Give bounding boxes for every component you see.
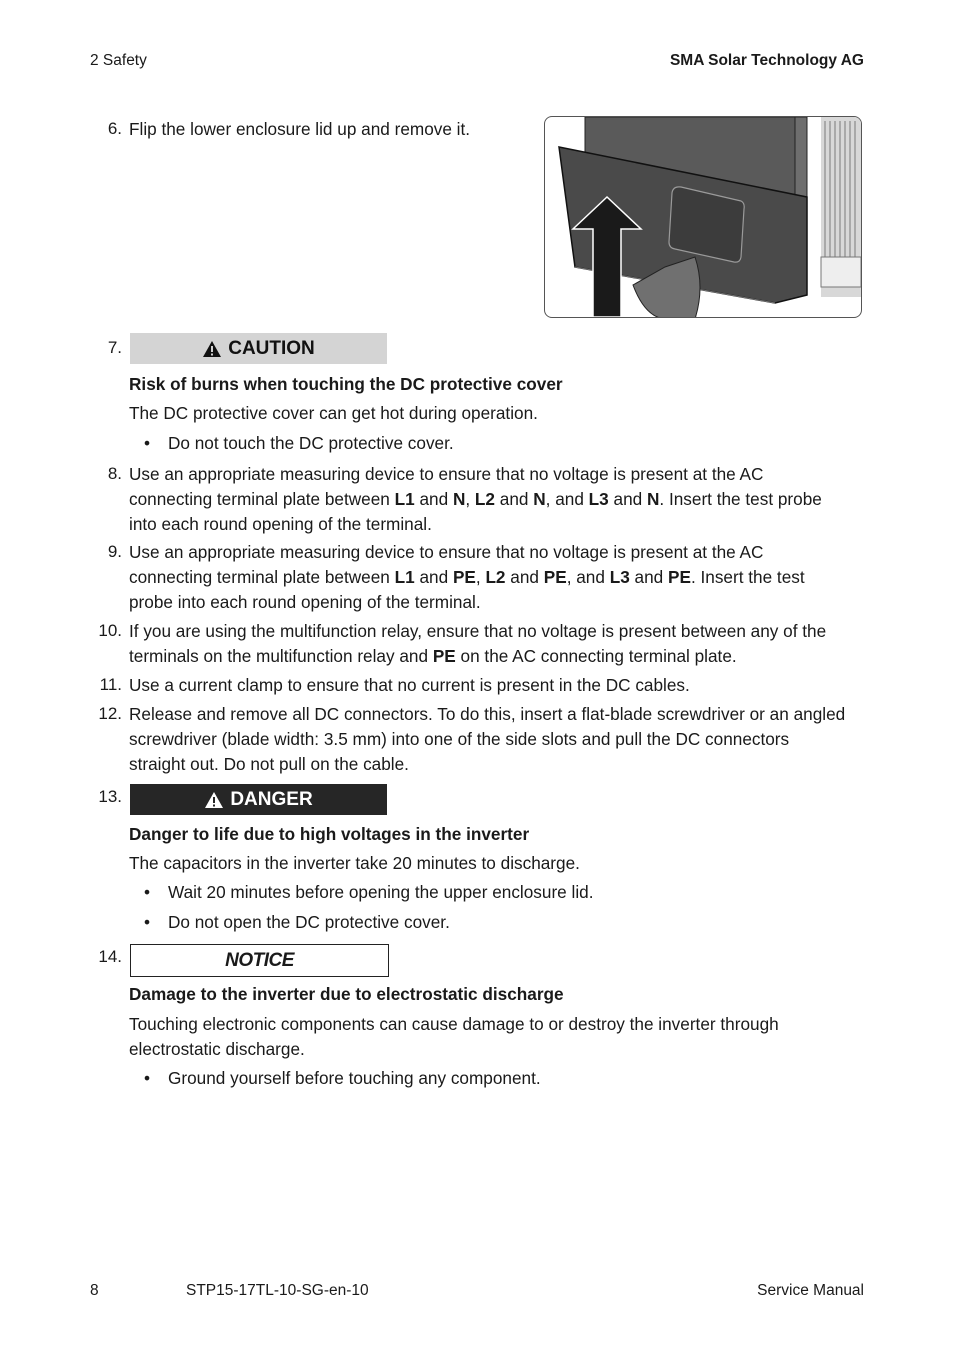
step-text: Use a current clamp to ensure that no current is present in the DC cables. [129,675,690,695]
term-l2: L2 [485,567,506,587]
inverter-lid-drawing [545,117,862,318]
caution-text: CAUTION [228,337,315,359]
line: Release and remove all DC connectors. To do this, insert a flat-blade screwdriver or an angled [129,704,846,724]
step-number: 6. [107,119,122,138]
step-number: 12. [98,704,122,723]
header-section: 2 Safety [90,52,147,69]
list-item: • Wait 20 minutes before opening the upper enclosure lid. [144,882,594,902]
bullet-text: Ground yourself before touching any component. [168,1068,541,1088]
phrase: and [419,489,449,509]
inverter-lid-illustration [544,116,862,318]
danger-heading: Danger to life due to high voltages in the inverter [129,824,530,844]
phrase: and [634,567,664,587]
bullet-text: Do not touch the DC protective cover. [168,433,454,453]
line: into each round opening of the terminal. [129,514,432,534]
term-n: N [533,489,546,509]
bullet-text: Do not open the DC protective cover. [168,912,450,932]
line: electrostatic discharge. [129,1039,305,1059]
list-item: • Do not open the DC protective cover. [144,912,450,932]
danger-text: DANGER [230,788,313,810]
phrase: and [613,489,643,509]
term-pe: PE [543,567,567,587]
document-id: STP15-17TL-10-SG-en-10 [186,1282,369,1299]
term-n: N [646,489,660,509]
step-number: 8. [107,464,122,483]
line: Use an appropriate measuring device to ensure that no voltage is present at the AC [129,464,764,484]
term-pe: PE [452,567,476,587]
caution-body: The DC protective cover can get hot during operation. [129,403,538,423]
line: straight out. Do not pull on the cable. [129,754,409,774]
warning-triangle-icon [204,791,224,809]
phrase: and [510,567,539,587]
step-number: 9. [107,542,122,561]
danger-body: The capacitors in the inverter take 20 minutes to discharge. [129,853,580,873]
step-text [129,619,869,669]
header-company: SMA Solar Technology AG [669,52,864,69]
page-number: 8 [90,1282,99,1299]
bullet-text: Wait 20 minutes before opening the upper enclosure lid. [168,882,594,902]
phrase: on the AC connecting terminal plate. [455,646,737,666]
notice-label [130,944,389,977]
phrase: . Insert the test [690,567,805,587]
step-number: 10. [98,621,122,640]
term-l3: L3 [609,567,630,587]
step-text [129,462,869,537]
caution-heading: Risk of burns when touching the DC protective cover [129,374,563,394]
line: If you are using the multifunction relay, ensure that no voltage is present between any of the [129,621,827,641]
phrase: . Insert the test probe [659,489,822,509]
line [129,644,869,669]
document-type: Service Manual [757,1282,864,1299]
term-l2: L2 [474,489,495,509]
line: probe into each round opening of the terminal. [129,592,481,612]
phrase: connecting terminal plate between [129,567,395,587]
term-n: N [452,489,466,509]
step-number: 14. [98,947,122,966]
term-l1: L1 [394,567,415,587]
step-text: Flip the lower enclosure lid up and remove it. [129,119,471,139]
notice-body [129,1012,869,1062]
caution-label [130,333,387,364]
phrase: connecting terminal plate between [129,489,395,509]
step-text [129,702,869,777]
phrase: terminals on the multifunction relay and [129,646,433,666]
phrase: and [499,489,529,509]
term-pe: PE [432,646,456,666]
list-item: • Do not touch the DC protective cover. [144,433,454,453]
line: connecting terminal plate between L1 and N, L2 and N, and L3 and N. Insert the test probe [129,489,822,509]
term-l1: L1 [394,489,415,509]
phrase: and [419,567,449,587]
notice-text: NOTICE [225,949,294,971]
term-pe: PE [668,567,691,587]
warning-triangle-icon [202,340,222,358]
line: connecting terminal plate between L1 and PE, L2 and PE, and L3 and PE. Insert the test [129,567,805,587]
step-number: 11. [99,675,122,694]
list-item: • Ground yourself before touching any component. [144,1068,541,1088]
notice-heading: Damage to the inverter due to electrostatic discharge [129,984,564,1004]
line: screwdriver (blade width: 3.5 mm) into one of the side slots and pull the DC connectors [129,729,790,749]
step-text [129,540,869,615]
step-number: 7. [107,338,122,357]
danger-label [130,784,387,815]
term-l3: L3 [588,489,609,509]
line: Use an appropriate measuring device to ensure that no voltage is present at the AC [129,542,764,562]
line: Touching electronic components can cause damage to or destroy the inverter through [129,1014,779,1034]
step-number: 13. [98,787,122,806]
